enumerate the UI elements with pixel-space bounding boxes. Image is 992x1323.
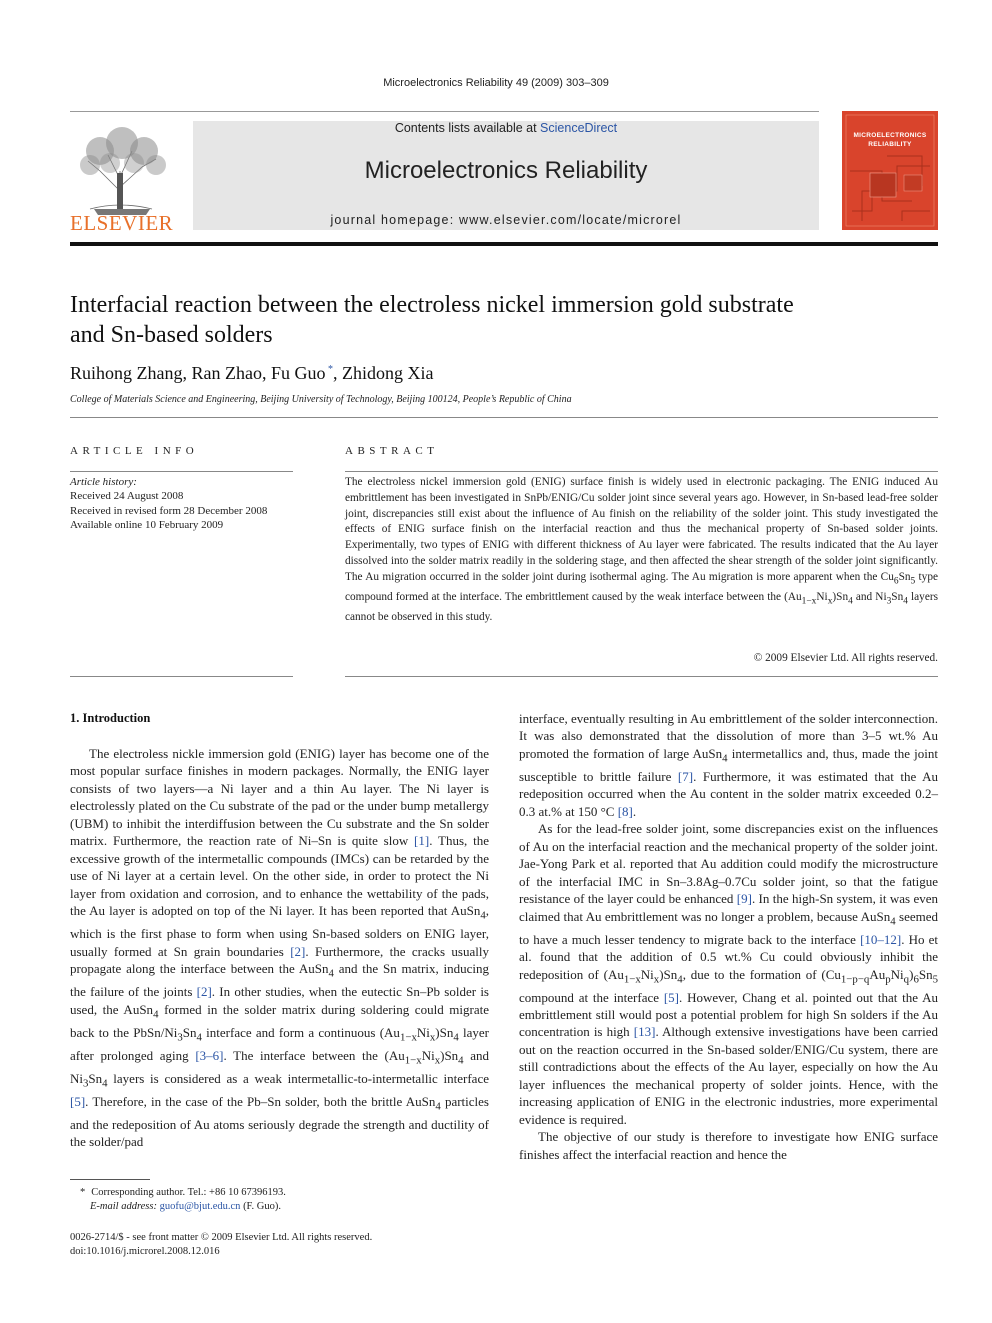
contents-line — [193, 121, 819, 135]
sub: 1−x — [623, 973, 641, 986]
chem: Ni — [890, 966, 904, 982]
sub: 3 — [83, 1077, 89, 1090]
doi-line[interactable]: doi:10.1016/j.microrel.2008.12.016 — [70, 1246, 220, 1257]
sub: p — [885, 973, 891, 986]
article-history — [70, 475, 295, 533]
chem: ) — [909, 966, 914, 982]
text: The electroless nickle immersion gold (ENIG) layer has become one of the most popular surface finishes in modern packages. Normally, the ENIG layer consists of two layers—a Ni layer and a thin Au layer. The Ni layer is electrolessly plated on the Cu substrate of the pad or the under bump metallergy (UBM) to inhibit the interdiffusion between the Cu substrate and the Sn solder matrix. Furthermore, the reaction rate of Ni–Sn is quite slow — [70, 746, 489, 849]
sub: 4 — [722, 752, 728, 765]
sub: 4 — [453, 1031, 459, 1044]
chem: and Ni — [852, 590, 887, 603]
intro-paragraph-2 — [519, 820, 938, 1128]
sub: 4 — [153, 1008, 159, 1021]
asterisk-icon: * — [80, 1187, 86, 1198]
email-footnote — [70, 1200, 489, 1214]
text: . Therefore, in the case of the Pb–Sn solder, both the brittle AuSn — [85, 1093, 436, 1109]
citation-link[interactable]: [3–6] — [195, 1047, 224, 1063]
sub: 4 — [102, 1077, 108, 1090]
sub: 5 — [932, 973, 939, 986]
sciencedirect-link[interactable]: ScienceDirect — [540, 121, 618, 135]
text: formed in the solder matrix during soldering could migrate back to the PbSn/Ni — [70, 1001, 489, 1040]
sub: 3 — [177, 1031, 183, 1044]
left-column-body — [70, 745, 489, 1151]
sub: 6 — [913, 973, 919, 986]
chem: Sn — [182, 1024, 197, 1040]
authors-part1: Ruihong Zhang, Ran Zhao, Fu Guo — [70, 363, 326, 383]
sub: 4 — [677, 973, 683, 986]
received-date: Received 24 August 2008 — [70, 490, 184, 503]
text: particles and the redeposition of Au atoms seriously degrade the strength and ductility of the solder/pad — [70, 1093, 489, 1150]
abstract-text-b: type compound formed at the interface. The embrittlement caused by the weak interface between the (Au — [345, 570, 938, 603]
contents-prefix: Contents lists available at — [394, 121, 541, 135]
text: and the Sn matrix, inducing the failure of the joints — [70, 961, 489, 1000]
article-title-line1: Interfacial reaction between the electroless nickel immersion gold substrate — [70, 292, 794, 318]
text: interface, eventually resulting in Au embrittlement of the solder interconnection. It was also demonstrated that the dissolution of more than 3–5 wt.% Au promoted the formation of large AuSn — [519, 711, 938, 761]
article-title — [70, 290, 930, 350]
text: , which is the first phase to form when using Sn-based solders on ENIG layer, usually formed at Sn grain boundaries — [70, 903, 489, 959]
abstract-bottom-rule — [345, 676, 938, 677]
affiliation: College of Materials Science and Engineering, Beijing University of Technology, Beijing 100124, People’s Republic of China — [70, 394, 572, 405]
text: . Thus, the excessive growth of the intermetallic compounds (IMCs) can be retarded by the use of Ni layer at a certain level. On the other side, in order to protect the Ni layer from oxidation and corrosion, and to enhance the wettability of the pads, the Au layer is adopted on top of the Ni layer. It has been reported that AuSn — [70, 833, 489, 919]
sub: 4 — [328, 967, 334, 980]
issn-line: 0026-2714/$ - see front matter © 2009 Elsevier Ltd. All rights reserved. — [70, 1232, 373, 1243]
sub: x — [653, 973, 660, 986]
chem: Sn — [898, 570, 911, 583]
text: . In other studies, when the eutectic Sn–Pb solder is used, the AuSn — [70, 984, 489, 1017]
intro-paragraph-1 — [70, 745, 489, 1151]
citation-link[interactable]: [1] — [414, 833, 430, 849]
abstract-heading: ABSTRACT — [345, 445, 439, 457]
cover-title-line2: RELIABILITY — [868, 141, 912, 148]
text: . Ho et al. found that the addition of 0.5 wt.% Cu could obviously inhibit the redeposition of (Au — [519, 931, 938, 982]
text: layers is considered as a weak intermetallic-to-intermetallic interface — [107, 1070, 489, 1086]
corresponding-footnote — [70, 1186, 489, 1200]
cover-title-line1: MICROELECTRONICS — [853, 132, 927, 139]
sub: 5 — [910, 576, 916, 587]
revised-date: Received in revised form 28 December 2008 — [70, 504, 268, 517]
chem: Sn — [88, 1070, 103, 1086]
intro-paragraph-1-cont: interface, eventually resulting in Au embrittlement of the solder interconnection. It was also demonstrated that the dissolution of more than 3–5 wt.% Au promoted the formation of large AuSn$_4$ intermetallics and, thus, made the joint susceptible to brittle failure [7]. Furthermore, it was estimated that the Au redeposition occurred when the Au content in the solder matrix exceeded 0.2–0.3 at.% at 150 °C [8]. — [519, 711, 938, 819]
journal-cover[interactable] — [842, 111, 938, 230]
sub: 4 — [435, 1100, 441, 1113]
sub: 1−x — [399, 1031, 417, 1044]
corresponding-text: Corresponding author. Tel.: +86 10 67396193. — [91, 1187, 286, 1198]
text: . Although extensive investigations have been carried out on the reaction occurred in the Sn-based solder/ENIG/Cu system, there are still contradictions about the effects of the Au layer, especially on how the Au layer influences the mechanical property of solder joints. Hence, with the increasing application of ENIG in the electronic industries, more experimental evidence is required. — [519, 1024, 939, 1127]
citation-link[interactable]: [2] — [196, 984, 212, 1000]
sub: 1−p−q — [840, 973, 870, 986]
chem: Sn — [891, 590, 904, 603]
chem: )Sn — [832, 590, 849, 603]
citation-link[interactable]: [8] — [617, 803, 633, 819]
text: seemed to have a much lesser tendency to migrate back to the interface — [519, 908, 939, 947]
chem: )Sn — [435, 1024, 454, 1040]
elsevier-wordmark: ELSEVIER — [70, 211, 174, 235]
sub: 4 — [196, 1031, 202, 1044]
sub: x — [429, 1031, 436, 1044]
sub: q — [903, 973, 910, 986]
citation-link[interactable]: [5] — [70, 1093, 86, 1109]
abstract-text — [345, 475, 938, 626]
section-heading-introduction: 1. Introduction — [70, 711, 151, 725]
abstract-text-c: layers cannot be observed in this study. — [345, 590, 938, 623]
sub: x — [827, 596, 833, 607]
citation-link[interactable]: [9] — [736, 891, 752, 907]
abstract-text-a: The electroless nickel immersion gold (ENIG) surface finish is widely used in electronic packaging. The ENIG induced Au embrittlement has been investigated in SnPb/ENIG/Cu solder joint since several years ago. However, in Sn-based lead-free solder joint, discrepancies still exist about the influence of Au finish on the reliability of the solder joint. This study investigated the effects of ENIG surface finish on the interfacial reaction and thus the mechanical property of Sn-based solder joints. Experimentally, two types of ENIG with different thickness of Au layer were fabricated. The results indicated that the Au layer dissolved into the solder matrix readily in the soldering stage, and then affected the shear strength of the solder joint significantly. The Au migration occurred in the solder joint during isothermal aging. The Au migration is more apparent when the Cu — [345, 476, 938, 583]
intro-paragraph-3: The objective of our study is therefore to investigate how ENIG surface finishes affect the interfacial reaction and hence the — [519, 1129, 938, 1162]
author-list — [70, 363, 930, 384]
citation-link[interactable]: [5] — [663, 989, 680, 1005]
sub: 1−x — [801, 596, 817, 607]
abstract-copyright: © 2009 Elsevier Ltd. All rights reserved. — [753, 652, 938, 664]
article-info-rule — [70, 471, 293, 472]
text: layer after prolonged aging — [70, 1024, 490, 1063]
citation-link[interactable]: [2] — [290, 943, 306, 959]
chem: and Ni — [70, 1047, 489, 1086]
abstract-rule — [345, 471, 938, 472]
sub: 4 — [903, 596, 908, 607]
chem: Sn — [918, 966, 933, 982]
email-label: E-mail address: — [90, 1201, 160, 1212]
sub: 1−x — [404, 1054, 422, 1067]
cover-circuit-icon — [842, 111, 938, 230]
email-link[interactable]: guofu@bjut.edu.cn — [159, 1201, 241, 1212]
header-thick-rule — [70, 242, 938, 246]
sub: 4 — [480, 909, 486, 922]
authors-part2: , Zhidong Xia — [332, 363, 434, 383]
footnote — [70, 1186, 489, 1214]
running-head: Microelectronics Reliability 49 (2009) 303–309 — [383, 77, 609, 89]
citation-link[interactable]: [7] — [677, 768, 694, 784]
article-title-line2: and Sn-based solders — [70, 322, 273, 348]
text: interface and form a continuous (Au — [201, 1024, 400, 1040]
sub: 4 — [458, 1054, 464, 1067]
right-column-body — [519, 710, 938, 1163]
chem: Ni — [640, 966, 654, 982]
sub: x — [434, 1054, 441, 1067]
citation-link[interactable]: [10–12] — [860, 931, 902, 947]
chem: Au — [869, 966, 886, 982]
text: . The interface between the (Au — [223, 1047, 405, 1063]
article-info-bottom-rule — [70, 676, 293, 677]
affiliation-rule — [70, 417, 938, 418]
issn-block — [70, 1231, 489, 1259]
email-suffix: (F. Guo). — [240, 1201, 282, 1212]
text: intermetallics and, thus, made the joint susceptible to brittle failure — [519, 745, 938, 784]
text: . Furthermore, the cracks usually propagate along the interface between the AuSn — [70, 943, 489, 977]
text: . Furthermore, it was estimated that the Au redeposition occurred when the Au content in the solder matrix exceeded 0.2–0.3 at.% at 150 °C — [519, 768, 938, 819]
chem: Ni — [416, 1024, 430, 1040]
history-label: Article history: — [70, 476, 137, 488]
sub: 6 — [893, 576, 899, 587]
journal-homepage[interactable]: journal homepage: www.elsevier.com/locate/microrel — [330, 213, 682, 227]
article-info-heading: ARTICLE INFO — [70, 445, 199, 457]
text: , due to the formation of (Cu — [682, 966, 841, 982]
chem: )Sn — [440, 1047, 459, 1063]
text: compound at the interface — [519, 989, 664, 1005]
text: . In the high-Sn system, it was even claimed that Au embrittlement was no longer a problem, because AuSn — [519, 891, 938, 924]
text: As for the lead-free solder joint, some discrepancies exist on the influences of Au on the interfacial reaction and the mechanical property of the solder joint. Jae-Yong Park et al. reported that Au addition could modify the microstructure of the interfacial IMC in Sn–3.8Ag–0.7Cu solder joint, so that the fatigue resistance of the layer could be enhanced — [519, 821, 938, 907]
elsevier-logo[interactable] — [70, 121, 173, 233]
top-rule — [70, 111, 819, 112]
sub: 4 — [890, 915, 896, 928]
journal-title: Microelectronics Reliability — [364, 157, 648, 184]
corresponding-author-mark[interactable]: * — [325, 364, 333, 375]
text: . However, Chang et al. pointed out that the Au embrittlement still would post a potential problem for high Sn solders if the Au concentration is high — [519, 989, 939, 1040]
footnote-rule — [70, 1179, 150, 1180]
chem: Ni — [816, 590, 828, 603]
cover-title — [842, 131, 938, 149]
chem: Ni — [421, 1047, 435, 1063]
sub: 4 — [848, 596, 853, 607]
online-date: Available online 10 February 2009 — [70, 519, 224, 532]
citation-link[interactable]: [13] — [633, 1024, 656, 1040]
sub: 3 — [886, 596, 892, 607]
chem: )Sn — [659, 966, 678, 982]
